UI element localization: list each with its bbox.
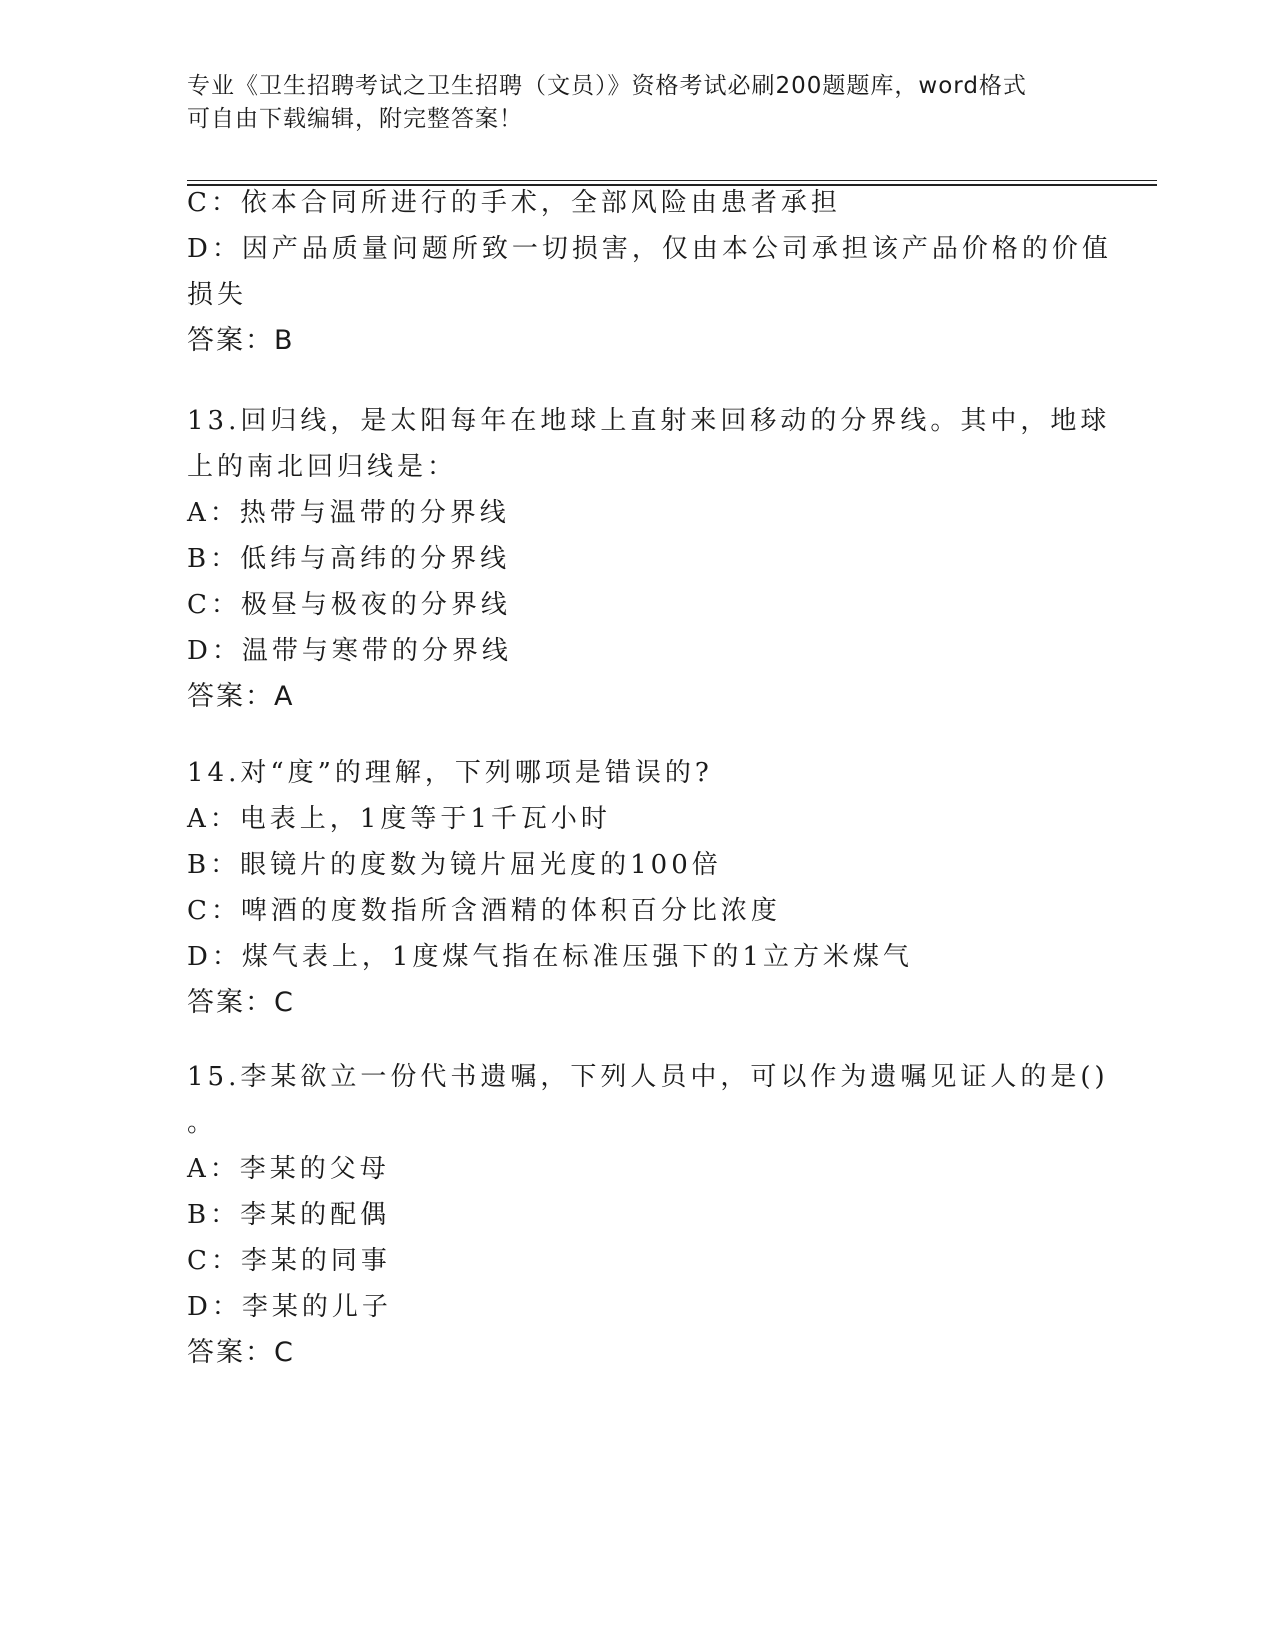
q13-answer: 答案：A xyxy=(187,681,295,712)
q15-stem-line-2: 。 xyxy=(187,1108,218,1138)
q13-option-c: C：极昼与极夜的分界线 xyxy=(187,590,511,620)
header-line-1: 专业《卫生招聘考试之卫生招聘（文员）》资格考试必刷200题题库，word格式 xyxy=(187,73,1027,99)
q13-stem-line-1: 13.回归线，是太阳每年在地球上直射来回移动的分界线。其中，地球 xyxy=(187,406,1111,436)
q14-option-d: D：煤气表上，1度煤气指在标准压强下的1立方米煤气 xyxy=(187,942,913,972)
header-line-2: 可自由下载编辑，附完整答案！ xyxy=(187,106,523,132)
q14-stem: 14.对“度”的理解，下列哪项是错误的? xyxy=(187,758,713,788)
q15-option-c: C：李某的同事 xyxy=(187,1246,391,1276)
question-12-tail xyxy=(187,180,1112,364)
q12-option-c: C：依本合同所进行的手术，全部风险由患者承担 xyxy=(187,188,841,218)
question-13 xyxy=(187,398,1111,720)
q13-option-b: B：低纬与高纬的分界线 xyxy=(187,544,511,574)
q15-option-a: A：李某的父母 xyxy=(187,1154,390,1184)
q15-option-d: D：李某的儿子 xyxy=(187,1292,392,1322)
q13-stem-line-2: 上的南北回归线是： xyxy=(187,452,458,482)
q12-answer: 答案：B xyxy=(187,325,295,356)
q14-option-c: C：啤酒的度数指所含酒精的体积百分比浓度 xyxy=(187,896,781,926)
document-header xyxy=(187,70,1067,136)
q14-option-a: A：电表上，1度等于1千瓦小时 xyxy=(187,804,611,834)
q13-option-d: D：温带与寒带的分界线 xyxy=(187,636,512,666)
question-15 xyxy=(187,1054,1109,1376)
q14-answer: 答案：C xyxy=(187,987,295,1018)
q13-option-a: A：热带与温带的分界线 xyxy=(187,498,510,528)
q12-option-d-line-1: D：因产品质量问题所致一切损害，仅由本公司承担该产品价格的价值 xyxy=(187,234,1112,264)
q15-option-b: B：李某的配偶 xyxy=(187,1200,391,1230)
q15-answer: 答案：C xyxy=(187,1337,295,1368)
q15-stem-line-1: 15.李某欲立一份代书遗嘱，下列人员中，可以作为遗嘱见证人的是() xyxy=(187,1062,1109,1092)
question-14 xyxy=(187,750,1087,1026)
q12-option-d-line-2: 损失 xyxy=(187,280,248,310)
q14-option-b: B：眼镜片的度数为镜片屈光度的100倍 xyxy=(187,850,722,880)
